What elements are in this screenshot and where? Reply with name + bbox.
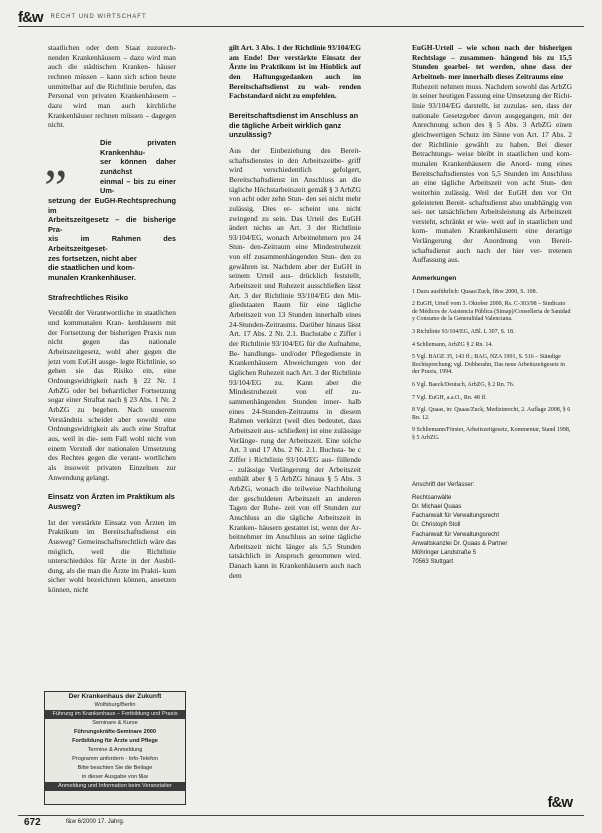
heading-bereitschaftsdienst: Bereitschaftsdienst im Anschluss an die tägliche Arbeit wirklich ganz unzulässig? xyxy=(229,110,359,140)
footnote: 3 Richtlinie 93/104/EG, ABl. L 307, S. 18. xyxy=(412,329,515,336)
ad-line-5: in dieser Ausgabe von f&w xyxy=(82,774,148,780)
author-heading: Anschrift der Verfasser: xyxy=(412,481,475,488)
footnote: 1 Dazu ausführlich: Quaas/Zuck, f&w 2000, S. 108. xyxy=(412,288,538,295)
ad-subtitle: Wolfsburg/Berlin xyxy=(94,702,136,708)
footnotes-heading: Anmerkungen xyxy=(412,275,457,283)
ad-band-top: Führung im Krankenhaus – Fortbildung und Praxis xyxy=(45,710,185,719)
pull-quote-text: Die privaten Krankenhäu- ser können daher zunächst einmal – bis zu einer Um- setzung der EuGH-Rechtsprechung im Arbeitszeitgesetz – die bisherige Pra- xis im Rahmen des Arbeitszeitgeset- zes fortsetzen, nicht aber die staatlichen und kom- munalen Krankenhäuser. xyxy=(48,137,176,283)
heading-strafrechtliches-risiko: Strafrechtliches Risiko xyxy=(48,292,129,302)
author-address: Anschrift der Verfasser: Rechtsanwälte Dr. Michael Quaas Fachanwalt für Verwaltungsrecht Dr. Christoph Stoll Fachanwalt für Verwaltungsrecht Anwaltskanzlei Dr. Quaas & Partner Möhringer Landstraße 5 70563 Stuttgart xyxy=(412,481,572,568)
column-1 xyxy=(44,43,177,595)
footnote: 6 Vgl. Baeck/Deutsch, ArbZG, § 2 Rn. 76. xyxy=(412,382,515,389)
col3-paragraph: Ruhezeit nehmen muss. Nachdem sowohl das ArbZG in seiner heutigen Fassung eine Umsetzung der Richt- linie 93/104/EG darstellt, ist zuzulas- sen, dass der nationale Gesetzgeber davon ausgegangen, mit der Anrechnung schon des § 5 Abs. 3 ArbZG einen gleichwertigen Schutz im Sinne von Art. 17 Abs. 2 der Richtlinie gewählt zu haben. Bei dieser Betrachtungs- weise bleibt in staatlichen und kom- munalen Krankenhäusern die Anord- nung eines Bereitschaftsdienstes von 5,5 Stunden im Anschluss an eine tägliche Arbeitszeit von acht Stun- den weiterhin zulässig. Weil der EuGH den vor Ort geleisteten Bereit- schaftsdienst also unabhängig von sei- ner tatsächlichen Arbeitsleistung als Arbeitszeit versteht, schränkt er wie- weit auf in staatlichen und kom- munalen Krankenhäusern eine derartige Verlängerung der Anordnung von Bereit- schaftsdienst auch nach der hier ver- tretenen Auffassung aus. xyxy=(412,81,572,265)
col1-paragraph-1: Verstößt der Verantwortliche in staatlichen und kommunalen Kran- kenhäusern mit der Fortsetzung der bisherigen Praxis nun nicht gegen das nationale Arbeitszeitgesetz, wohl aber gegen die jetzt vom EuGH ausge- legte Richtlinie, so gehen sie das Risiko ein, eine Ordnungswidrigkeit nach § 22 Nr. 1 ArbZG oder bei beharrlicher Fortsetzung sogar einer Straftat nach § 23 Abs. 1 Nr. 2 ArbZG zu begehen. Nach unserem Verständnis scheidet aber sowohl eine Ordnungswidrigkeit als auch eine Straftat aus, weil in die- sem Fall wohl nicht von einem Verstoß der nationalen Umsetzung des Rechtes gegen die verant- wortlichen als insoweit privaten Einzelnen zur Anwendung gelangt. xyxy=(48,308,177,482)
col1-paragraph-2: Ist der verstärkte Einsatz von Ärzten im Praktikum im Bereitschaftsdienst ein Ausweg? Gemeinschaftsrechtlich wäre das möglich, weil die Richtlinie unterschiedslos für Ärzte in der Ausbil- dung, als die man die Ärzte im Prakti- kum sicher wohl bezeichnen können, ansetzen können, nicht xyxy=(48,517,177,595)
journal-logo: f&w xyxy=(18,8,43,26)
pull-quote xyxy=(44,130,176,283)
ad-line-2: Termine & Anmeldung xyxy=(87,747,143,753)
ad-band-bottom: Anmeldung und Information beim Veranstalter xyxy=(45,782,185,791)
column-2 xyxy=(229,43,361,580)
footnote: 2 EuGH, Urteil vom 3. Oktober 2000, Rs. C-303/98 – Sindicato de Médicos de Asistencia Pública (Simap)/Conselleria de Sanidad y Consumo de la Generalidad Valenciana. xyxy=(412,301,571,323)
ad-line-1: Seminare & Kurse xyxy=(92,720,138,726)
heading-aerzte-im-praktikum: Einsatz von Ärzten im Praktikum als Ausweg? xyxy=(48,492,175,511)
col1-intro-paragraph: staatlichen oder dem Staat zuzurech- nenden Krankenhäusern – dazu wird man auch die städtischen Kranken- häuser rechnen müssen – kann sich schon heute unmittelbar auf die Richtlinie berufen, das Personal von privaten Krankenhäusern – dazu wird man auch kirchliche Krankenhäuser rechnen müssen – dagegen nicht. xyxy=(48,43,176,130)
ad-line-4: Bitte beachten Sie die Beilage xyxy=(77,765,153,771)
footnotes xyxy=(412,275,572,443)
footnote: 4 Schliemann, ArbZG § 2 Rn. 14. xyxy=(412,341,493,348)
column-3 xyxy=(412,43,572,567)
col2-bold-paragraph: gilt Art. 3 Abs. 1 der Richtlinie 93/104/EG am Ende! Der verstärkte Einsatz der Ärzte im Praktikum ist im Hinblick auf den Haftungsgedanken auch im Bereitschaftsdienst zu wah- renden Fachstandard nicht zu empfehlen. xyxy=(229,43,361,101)
page-number: 672 xyxy=(24,817,41,828)
section-rubric: RECHT UND WIRTSCHAFT xyxy=(50,14,147,20)
col3-bold-intro: EuGH-Urteil – wie schon nach der bisherigen Rechtslage – zusammen- hängend bis zu 15,5 Stunden gearbei- tet werden, ohne dass der Arbeitneh- mer innerhalb dieses Zeitraums eine xyxy=(412,43,572,81)
ad-title: Der Krankenhaus der Zukunft xyxy=(68,693,162,700)
footnote: 7 Vgl. EuGH, a.a.O., Rn. 48 ff. xyxy=(412,394,487,401)
quote-mark-icon: „ xyxy=(44,130,68,188)
advertisement-box xyxy=(44,691,186,805)
col2-paragraph: Aus der Einbeziehung des Bereit- schaftsdienstes in den Arbeitszeitbe- griff wird verschiedentlich gefolgert, Bereitschaftsdienst im Anschluss an die tägliche Höchstarbeitszeit gemäß § 3 ArbZG von acht oder zehn Stun- den sei nicht mehr zulässig. Dies er- scheint uns nicht zwingend zu sein. Das Urteil des EuGH ändert nichts an Art. 3 der Richtlinie 93/104/EG, wonach Arbeitnehmern pro 24 Stun- den-Zeitraum eine Mindestruhezeit von elf zusammenhängenden Stun- den zu gewähren ist. Nachdem aber der EuGH in seinem Urteil aus- drücklich feststellt, Arbeitszeit und Ruhezeit ausschließen lässt Art. 3 der Richtlinie 93/104/EG den Mit- gliedstaaten Raum für eine tägliche Arbeitszeit von 13 Stunden innerhalb eines 24-Stunden-Zeitraums. Darüber hinaus lässt Art. 17 Abs. 2 Nr. 2.1. Buchstabe c Ziffer i der Richtlinie 93/104/EG für die Aufnahme, Be- handlungs- und/oder Pflegedienste in Krankenhäusern Abweichungen von der täglichen Ruhezeit nach Art. 3 der Richtlinie 93/104/EG zu. Kann aber die Mindestruhezeit von elf zu- sammenhängenden Stunden inner- halb eines 24-Stunden-Zeitraums in diesem Rahmen verkürzt (weil dies bedeutet, dass Arbeitszeit aus- schließen) ist eine zulässige Verlänge- rung der Arbeitszeit. Eine solche Art. 3 und 17 Abs. 2 Nr. 2.1. Buchsta- be c Ziffer i Richtlinie 93/104/EG aus- füllende – zulässige Verlängerung der Arbeitszeit enthält aber § 5 ArbZG hinaus § 5 Abs. 3 ArbZG, wonach die teilweise Nachholung der geschuldeten Arbeitszeit an anderen Tagen der Ruhe- zeit von elf Stunden zur Anschluss an die tägliche Arbeitszeit in Kranken- häusern gestattet ist, wenn der Ar- beitnehmer im Anschluss an seine tägliche Arbeitszeit nicht länger als 5,5 Stunden tatsächlich in Anspruch genommen wird. Danach kann in Krankenhäusern auch nach dem xyxy=(229,145,362,580)
issue-reference: f&w 6/2000 17. Jahrg. xyxy=(66,819,125,825)
footnote: 5 Vgl. BAGE 35, 143 ff.; BAG, NZA 1991, S. 516 – Ständige Rechtsprechung; vgl. Dobberahn, Das neue Arbeitszeitgesetz in der Praxis, 1994. xyxy=(412,354,565,376)
ad-bold-1: Führungskräfte-Seminare 2000 xyxy=(73,729,157,735)
footnote: 8 Vgl. Quaas, in: Quaas/Zuck, Medizinrecht, 2. Auflage 2008, § 6 Rn. 12. xyxy=(412,407,571,421)
footer-logo: f&w xyxy=(547,794,572,811)
footnote: 9 Schliemann/Förster, Arbeitszeitgesetz, Kommentar, Stand 1998, § 5 ArbZG. xyxy=(412,427,571,441)
ad-bold-2: Fortbildung für Ärzte und Pflege xyxy=(72,738,158,744)
ad-line-3: Programm anfordern · Info-Telefon xyxy=(72,756,158,762)
page-footer xyxy=(18,794,584,830)
page-header xyxy=(18,8,584,27)
